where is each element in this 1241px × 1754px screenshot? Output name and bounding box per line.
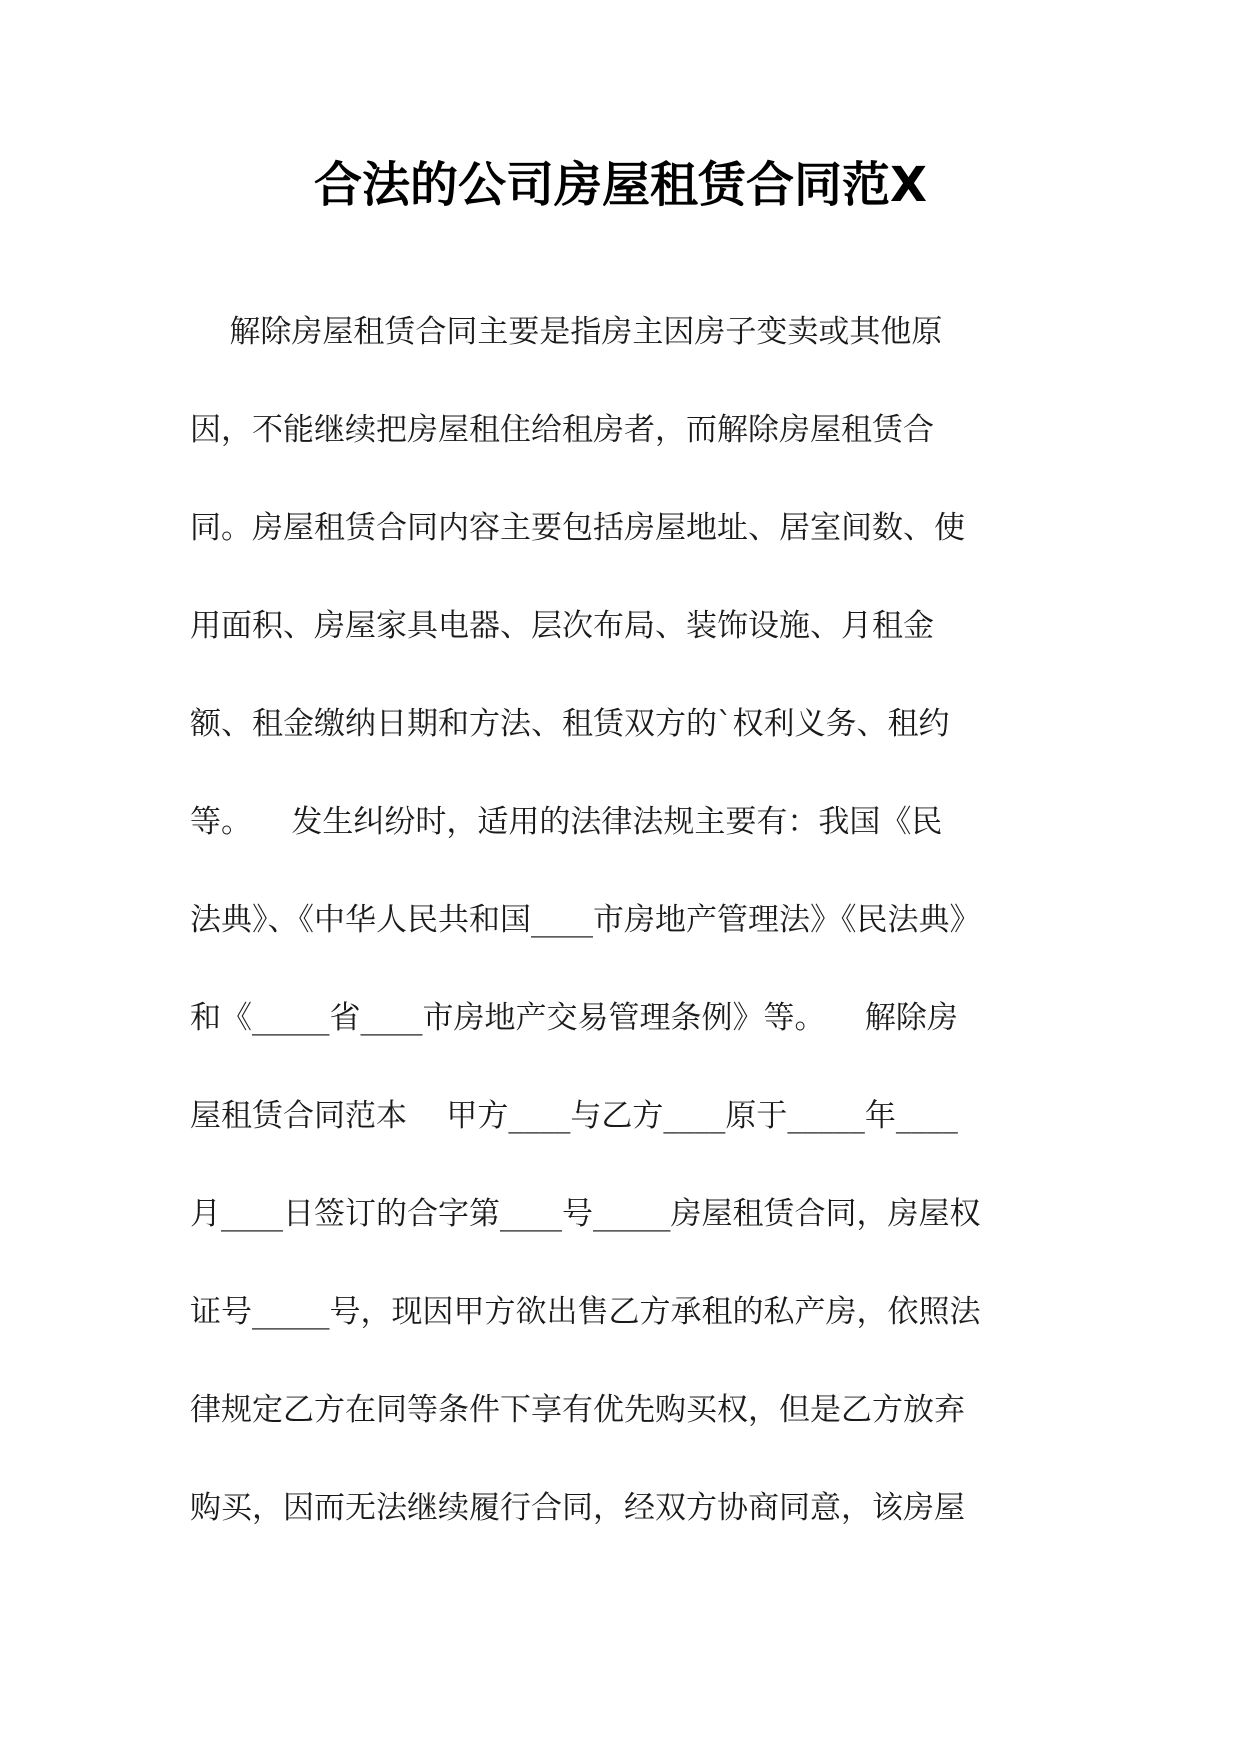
body-line: 律规定乙方在同等条件下享有优先购买权，但是乙方放弃 bbox=[190, 1392, 965, 1428]
body-line: 因，不能继续把房屋租住给租房者，而解除房屋租赁合 bbox=[190, 412, 934, 448]
body-line: 和《_____省____市房地产交易管理条例》等。 解除房 bbox=[190, 1000, 958, 1036]
body-line: 额、租金缴纳日期和方法、租赁双方的`权利义务、租约 bbox=[190, 706, 950, 742]
body-line: 购买，因而无法继续履行合同，经双方协商同意，该房屋 bbox=[190, 1490, 965, 1526]
body-line: 屋租赁合同范本 甲方____与乙方____原于_____年____ bbox=[190, 1098, 958, 1134]
document-title: 合法的公司房屋租赁合同范X bbox=[313, 157, 927, 213]
document-body bbox=[190, 302, 1070, 1576]
body-line: 法典》、《中华人民共和国____市房地产管理法》《民法典》 bbox=[190, 902, 981, 938]
body-line: 证号_____号，现因甲方欲出售乙方承租的私产房，依照法 bbox=[190, 1294, 981, 1330]
body-line: 月____日签订的合字第____号_____房屋租赁合同，房屋权 bbox=[190, 1196, 981, 1232]
body-line: 等。 发生纠纷时，适用的法律法规主要有：我国《民 bbox=[190, 804, 943, 840]
body-line: 用面积、房屋家具电器、层次布局、装饰设施、月租金 bbox=[190, 608, 934, 644]
body-line: 同。房屋租赁合同内容主要包括房屋地址、居室间数、使 bbox=[190, 510, 965, 546]
body-line: 解除房屋租赁合同主要是指房主因房子变卖或其他原 bbox=[190, 314, 943, 350]
